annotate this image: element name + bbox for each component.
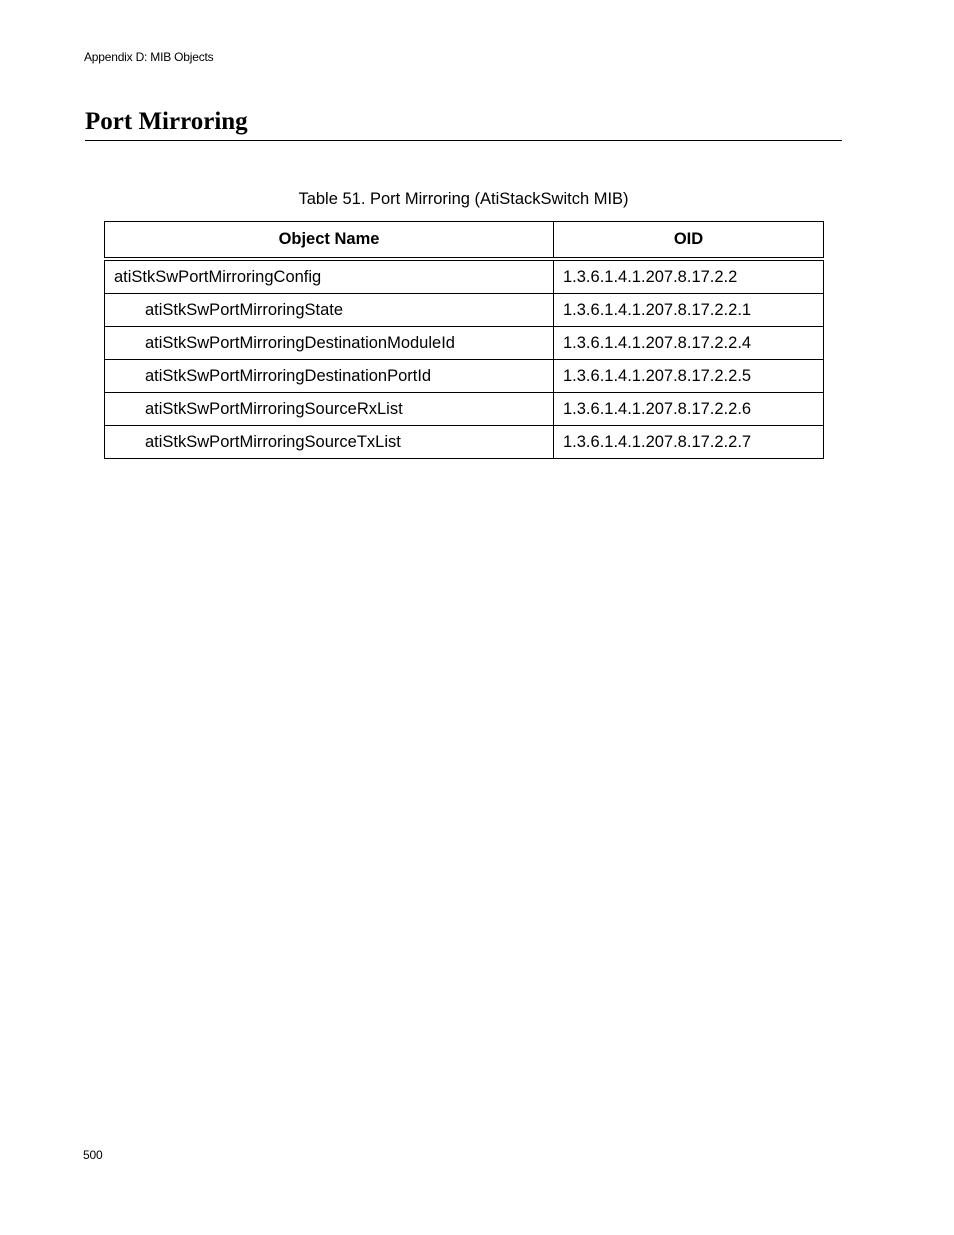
oid-cell: 1.3.6.1.4.1.207.8.17.2.2.4 — [554, 327, 824, 360]
page-number: 500 — [83, 1148, 103, 1162]
title-rule — [85, 140, 842, 141]
table-row — [105, 426, 824, 459]
oid-cell: 1.3.6.1.4.1.207.8.17.2.2.6 — [554, 393, 824, 426]
table-header-row — [105, 222, 824, 260]
oid-cell: 1.3.6.1.4.1.207.8.17.2.2.5 — [554, 360, 824, 393]
oid-cell: 1.3.6.1.4.1.207.8.17.2.2.7 — [554, 426, 824, 459]
object-name-cell: atiStkSwPortMirroringSourceRxList — [105, 393, 554, 426]
table-row — [105, 259, 824, 294]
table-row — [105, 393, 824, 426]
table-row — [105, 294, 824, 327]
column-header-object-name: Object Name — [105, 222, 554, 260]
object-name-cell: atiStkSwPortMirroringDestinationModuleId — [105, 327, 554, 360]
table-row — [105, 360, 824, 393]
oid-cell: 1.3.6.1.4.1.207.8.17.2.2.1 — [554, 294, 824, 327]
table-caption: Table 51. Port Mirroring (AtiStackSwitch MIB) — [298, 190, 629, 208]
running-header: Appendix D: MIB Objects — [84, 50, 214, 64]
column-header-oid: OID — [554, 222, 824, 260]
object-name-cell: atiStkSwPortMirroringDestinationPortId — [105, 360, 554, 393]
oid-cell: 1.3.6.1.4.1.207.8.17.2.2 — [554, 259, 824, 294]
table-row — [105, 327, 824, 360]
mib-object-table — [104, 221, 824, 459]
object-name-cell: atiStkSwPortMirroringState — [105, 294, 554, 327]
section-title: Port Mirroring — [85, 108, 248, 135]
object-name-cell: atiStkSwPortMirroringSourceTxList — [105, 426, 554, 459]
object-name-cell: atiStkSwPortMirroringConfig — [105, 259, 554, 294]
